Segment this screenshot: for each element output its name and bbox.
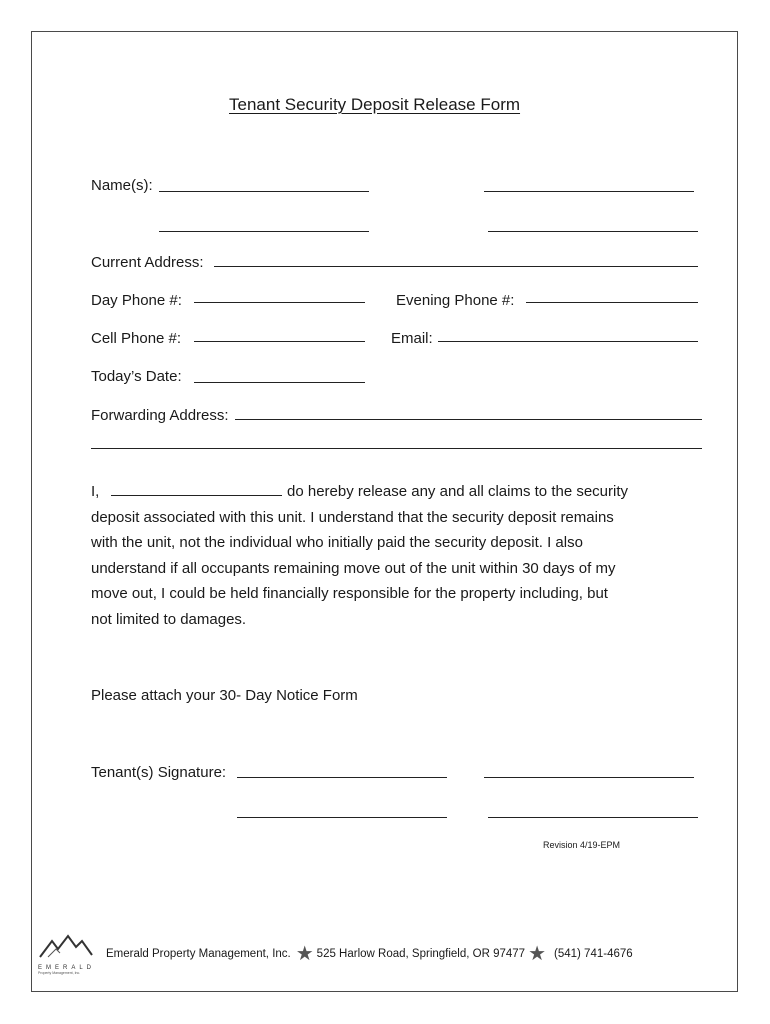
star-icon: ★ [295, 943, 314, 965]
company-logo [38, 933, 98, 977]
footer-address: 525 Harlow Road, Springfield, OR 97477 [316, 948, 526, 960]
statement-line-6: not limited to damages. [91, 611, 247, 628]
form-title: Tenant Security Deposit Release Form [229, 95, 521, 114]
signature-field-2[interactable] [484, 777, 694, 778]
star-icon: ★ [528, 943, 547, 965]
evening-phone-label: Evening Phone #: [396, 292, 515, 309]
statement-prefix: I, [91, 483, 100, 500]
todays-date-field[interactable] [194, 382, 365, 383]
footer-phone: (541) 741-4676 [554, 948, 633, 960]
forwarding-address-field-2[interactable] [91, 448, 702, 449]
email-label: Email: [391, 330, 433, 347]
evening-phone-field[interactable] [526, 302, 698, 303]
signature-field-3[interactable] [237, 817, 447, 818]
name-field-2[interactable] [484, 191, 694, 192]
revision-note: Revision 4/19-EPM [543, 840, 621, 850]
name-field-1[interactable] [159, 191, 369, 192]
day-phone-label: Day Phone #: [91, 292, 182, 309]
footer-contact [106, 944, 633, 964]
signature-field-1[interactable] [237, 777, 447, 778]
name-field-4[interactable] [488, 231, 698, 232]
cell-phone-label: Cell Phone #: [91, 330, 182, 347]
forwarding-address-field-1[interactable] [235, 419, 702, 420]
tenant-signature-label: Tenant(s) Signature: [91, 764, 227, 781]
name-field-3[interactable] [159, 231, 369, 232]
signature-field-4[interactable] [488, 817, 698, 818]
statement-line-2: deposit associated with this unit. I understand that the security deposit remains [91, 509, 614, 526]
logo-wordmark: EMERALD [38, 965, 96, 971]
current-address-field[interactable] [214, 266, 698, 267]
statement-line-1: do hereby release any and all claims to the security [287, 483, 629, 500]
todays-date-label: Today’s Date: [91, 368, 182, 385]
names-label: Name(s): [91, 177, 153, 194]
mountain-logo-icon [38, 933, 94, 959]
releasing-tenant-name-field[interactable] [111, 495, 282, 496]
attach-notice-text: Please attach your 30- Day Notice Form [91, 687, 358, 704]
logo-subtext: Property Management, Inc. [38, 971, 81, 975]
cell-phone-field[interactable] [194, 341, 365, 342]
email-field[interactable] [438, 341, 698, 342]
statement-line-4: understand if all occupants remaining move out of the unit within 30 days of my [91, 560, 616, 577]
statement-line-5: move out, I could be held financially responsible for the property including, but [91, 585, 608, 602]
footer-company: Emerald Property Management, Inc. [106, 948, 291, 960]
forwarding-address-label: Forwarding Address: [91, 407, 229, 424]
current-address-label: Current Address: [91, 254, 204, 271]
statement-line-3: with the unit, not the individual who initially paid the security deposit. I also [91, 534, 583, 551]
day-phone-field[interactable] [194, 302, 365, 303]
